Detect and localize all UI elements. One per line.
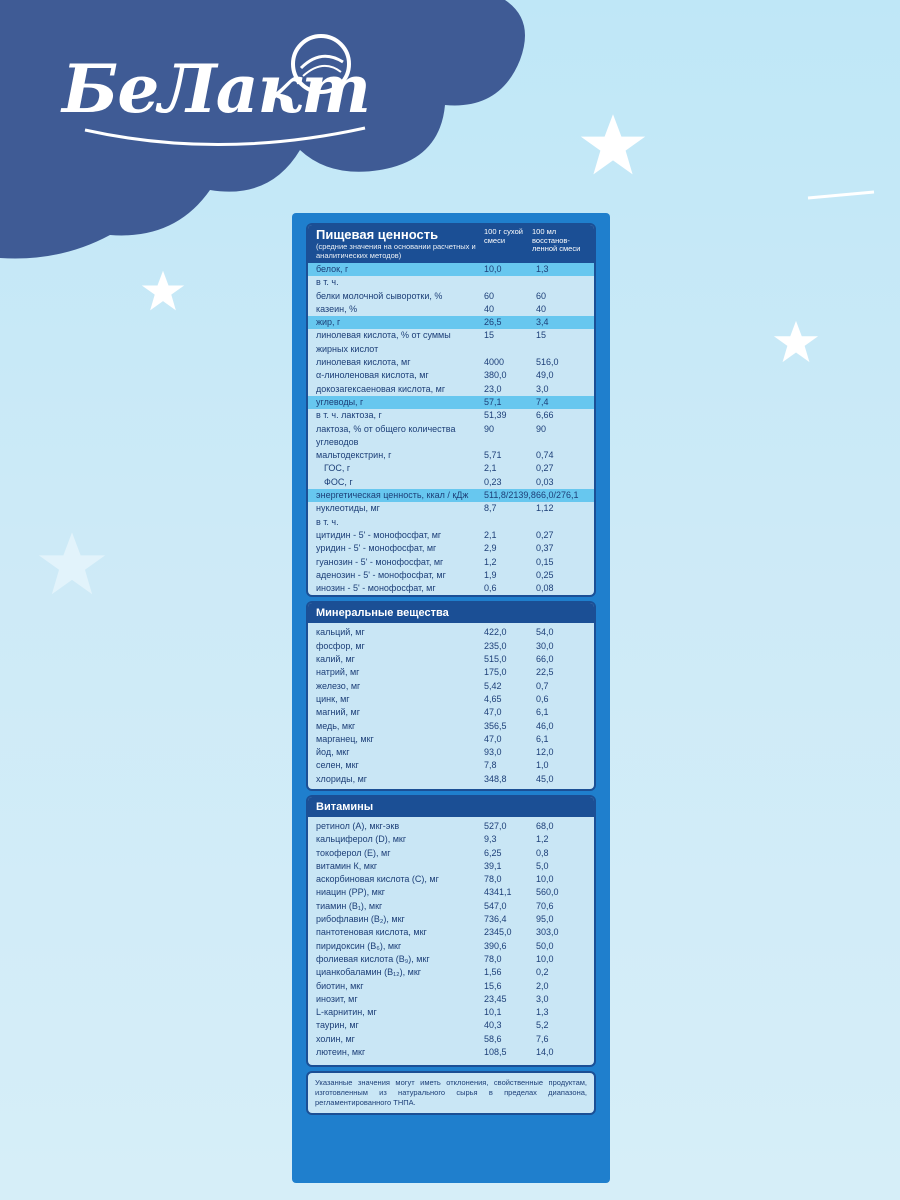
value-dry: 2,9 (484, 543, 497, 554)
value-liquid: 0,03 (536, 476, 554, 487)
star-icon (772, 318, 820, 366)
value-liquid: 1,2 (536, 834, 549, 845)
table-row (308, 329, 594, 356)
row-label: магний, мг (316, 707, 360, 718)
row-label: селен, мкг (316, 760, 359, 771)
star-icon (140, 268, 186, 314)
value-liquid: 10,0 (536, 953, 554, 964)
row-label: углеводы, г (316, 396, 364, 407)
table-row (308, 653, 594, 666)
table-row (308, 833, 594, 846)
row-label: цианкобаламин (B₁₂), мкг (316, 967, 422, 978)
row-label: α-линоленовая кислота, мг (316, 370, 429, 381)
value-liquid: 45,0 (536, 773, 554, 784)
value-dry: 5,71 (484, 450, 502, 461)
row-label: кальциферол (D), мкг (316, 834, 407, 845)
value-dry: 23,45 (484, 993, 507, 1004)
value-dry: 47,0 (484, 733, 502, 744)
nutrition-rows (308, 263, 594, 595)
row-label: натрий, мг (316, 667, 360, 678)
value-liquid: 10,0 (536, 874, 554, 885)
value-liquid: 14,0 (536, 1047, 554, 1058)
row-label: в т. ч. (316, 516, 339, 527)
brand-logo: БеЛакт (62, 50, 371, 128)
value-liquid: 0,37 (536, 543, 554, 554)
value-dry: 40 (484, 303, 495, 314)
table-row (308, 369, 594, 382)
table-row (308, 556, 594, 569)
value-liquid: 0,2 (536, 967, 549, 978)
value-liquid: 40 (536, 303, 547, 314)
value-dry: 4,65 (484, 693, 502, 704)
table-row (308, 489, 594, 502)
row-label: энергетическая ценность, ккал / кДж (316, 490, 469, 501)
row-label: биотин, мкг (316, 980, 364, 991)
value-liquid: 3,0 (536, 993, 549, 1004)
minerals-section (306, 601, 596, 791)
value-dry: 0,6 (484, 583, 497, 594)
row-label: пиридоксин (B₆), мкг (316, 940, 402, 951)
value-liquid: 560,0 (536, 887, 559, 898)
row-label: белок, г (316, 264, 349, 274)
value-liquid: 6,66 (536, 410, 554, 421)
value-dry: 235,0 (484, 640, 507, 651)
table-row (308, 860, 594, 873)
row-label: инозин - 5' - монофосфат, мг (316, 583, 436, 594)
value-dry: 1,9 (484, 569, 497, 580)
value-liquid: 1,3 (536, 1007, 549, 1018)
value-liquid: 12,0 (536, 747, 554, 758)
value-dry: 547,0 (484, 900, 507, 911)
star-icon (578, 110, 648, 180)
minerals-rows (308, 623, 594, 789)
row-label: витамин К, мкг (316, 860, 378, 871)
value-liquid: 0,8 (536, 847, 549, 858)
value-liquid: 0,08 (536, 583, 554, 594)
table-row (308, 913, 594, 926)
row-label: ГОС, г (324, 463, 351, 474)
table-row (308, 476, 594, 489)
row-label: цитидин - 5' - монофосфат, мг (316, 529, 442, 540)
value-liquid: 1,12 (536, 503, 554, 514)
row-label: в т. ч. (316, 277, 339, 288)
table-row (308, 529, 594, 542)
table-row (308, 953, 594, 966)
value-liquid: 3,0 (536, 383, 549, 394)
logo-globe-icon (285, 28, 357, 100)
row-label: лютеин, мкг (316, 1047, 366, 1058)
table-row (308, 733, 594, 746)
row-label: L-карнитин, мг (316, 1007, 377, 1018)
value-dry: 4341,1 (484, 887, 512, 898)
value-dry: 26,5 (484, 317, 502, 328)
value-dry: 515,0 (484, 654, 507, 665)
table-row (308, 316, 594, 329)
value-liquid: 5,2 (536, 1020, 549, 1031)
table-row (308, 396, 594, 409)
star-icon (36, 528, 108, 600)
value-dry: 10,1 (484, 1007, 502, 1018)
value-liquid: 15 (536, 330, 547, 341)
table-row (308, 409, 594, 422)
value-liquid: 303,0 (536, 927, 559, 938)
nutrition-panel (292, 213, 610, 1183)
row-label: фосфор, мг (316, 640, 365, 651)
row-label: холин, мг (316, 1033, 355, 1044)
value-dry: 5,42 (484, 680, 502, 691)
table-row (308, 847, 594, 860)
value-liquid: 66,0 (536, 654, 554, 665)
nutrition-title: Пищевая ценность (316, 227, 439, 242)
row-label: пантотеновая кислота, мкг (316, 927, 427, 938)
table-row (308, 1046, 594, 1059)
value-dry: 47,0 (484, 707, 502, 718)
row-label: цинк, мг (316, 693, 350, 704)
value-liquid: 70,6 (536, 900, 554, 911)
value-liquid: 0,74 (536, 450, 554, 461)
value-dry: 23,0 (484, 383, 502, 394)
value-liquid: 54,0 (536, 627, 554, 638)
minerals-title: Минеральные вещества (308, 603, 594, 623)
row-label: докозагексаеновая кислота, мг (316, 383, 446, 394)
value-dry: 10,0 (484, 264, 502, 274)
row-label: уридин - 5' - монофосфат, мг (316, 543, 437, 554)
value-dry: 78,0 (484, 874, 502, 885)
table-row (308, 873, 594, 886)
column-header-dry: 100 г сухой смеси (484, 227, 523, 245)
row-label: гуанозин - 5' - монофосфат, мг (316, 556, 444, 567)
row-label: казеин, % (316, 303, 358, 314)
table-row (308, 693, 594, 706)
row-label: линолевая кислота, мг (316, 357, 411, 368)
value-liquid: 49,0 (536, 370, 554, 381)
vitamins-section (306, 795, 596, 1067)
value-liquid: 95,0 (536, 914, 554, 925)
value-dry: 175,0 (484, 667, 507, 678)
value-dry: 40,3 (484, 1020, 502, 1031)
value-liquid: 0,27 (536, 463, 554, 474)
value-liquid: 60 (536, 290, 547, 301)
value-liquid: 46,0 (536, 720, 554, 731)
table-row (308, 582, 594, 595)
row-label: ретинол (А), мкг-экв (316, 820, 400, 831)
value-dry: 4000 (484, 357, 505, 368)
nutrition-subtitle: (средние значения на основании расчетных и аналитических методов) (316, 242, 476, 260)
table-row (308, 886, 594, 899)
value-liquid: 7,4 (536, 396, 549, 407)
value-dry: 6,25 (484, 847, 502, 858)
table-row (308, 926, 594, 939)
table-row (308, 746, 594, 759)
table-row (308, 290, 594, 303)
value-dry: 60 (484, 290, 495, 301)
table-row (308, 773, 594, 786)
row-label: медь, мкг (316, 720, 356, 731)
row-label: мальтодекстрин, г (316, 450, 392, 461)
vitamins-rows (308, 817, 594, 1065)
value-liquid: 22,5 (536, 667, 554, 678)
value-dry: 78,0 (484, 953, 502, 964)
value-dry: 356,5 (484, 720, 507, 731)
table-row (308, 423, 594, 450)
table-row (308, 502, 594, 515)
table-row (308, 303, 594, 316)
value-liquid: 0,25 (536, 569, 554, 580)
table-row (308, 759, 594, 772)
value-liquid: 7,6 (536, 1033, 549, 1044)
table-row (308, 449, 594, 462)
disclaimer-note: Указанные значения могут иметь отклонения, свойственные продуктам, изготовленным из натурального сырья в пределах диапазона, регламентированного ТНПА. (306, 1071, 596, 1115)
nutrition-section (306, 223, 596, 597)
value-dry: 15 (484, 330, 495, 341)
value-liquid: 0,6 (536, 693, 549, 704)
table-row (308, 462, 594, 475)
value-dry: 527,0 (484, 820, 507, 831)
row-label: аскорбиновая кислота (С), мг (316, 874, 439, 885)
row-label: жир, г (316, 317, 341, 328)
table-row (308, 706, 594, 719)
row-label: линолевая кислота, % от суммы жирных кислот (316, 330, 451, 354)
value-dry: 93,0 (484, 747, 502, 758)
row-label: фолиевая кислота (B₉), мкг (316, 953, 430, 964)
table-row (308, 720, 594, 733)
table-row (308, 940, 594, 953)
value-liquid: 50,0 (536, 940, 554, 951)
value-dry: 58,6 (484, 1033, 502, 1044)
table-row (308, 542, 594, 555)
row-label: кальций, мг (316, 627, 365, 638)
value-liquid: 30,0 (536, 640, 554, 651)
value-dry: 422,0 (484, 627, 507, 638)
value-liquid: 0,27 (536, 529, 554, 540)
row-label: калий, мг (316, 654, 355, 665)
value-dry: 2,1 (484, 529, 497, 540)
value-liquid: 0,7 (536, 680, 549, 691)
value-dry: 8,7 (484, 503, 497, 514)
value-dry: 0,23 (484, 476, 502, 487)
shooting-star-icon (806, 188, 876, 202)
row-label: токоферол (Е), мг (316, 847, 391, 858)
row-label: лактоза, % от общего количества углеводов (316, 423, 456, 447)
value-liquid: 1,0 (536, 760, 549, 771)
nutrition-header (308, 225, 594, 263)
table-row (308, 569, 594, 582)
table-row (308, 980, 594, 993)
value-liquid: 66,0/276,1 (536, 490, 579, 501)
value-dry: 90 (484, 423, 495, 434)
table-row (308, 356, 594, 369)
value-liquid: 3,4 (536, 317, 549, 328)
value-dry: 108,5 (484, 1047, 507, 1058)
table-row (308, 383, 594, 396)
value-dry: 1,56 (484, 967, 502, 978)
row-label: марганец, мкг (316, 733, 374, 744)
row-label: нуклеотиды, мг (316, 503, 380, 514)
row-label: ниацин (РР), мкг (316, 887, 386, 898)
table-row (308, 263, 594, 276)
value-liquid: 68,0 (536, 820, 554, 831)
row-label: рибофлавин (B₂), мкг (316, 914, 405, 925)
value-dry: 348,8 (484, 773, 507, 784)
table-row (308, 1033, 594, 1046)
table-row (308, 1019, 594, 1032)
table-row (308, 666, 594, 679)
value-liquid: 90 (536, 423, 547, 434)
row-label: тиамин (B₁), мкг (316, 900, 383, 911)
row-label: железо, мг (316, 680, 361, 691)
logo-swoosh-icon (80, 120, 370, 160)
table-row (308, 516, 594, 529)
value-liquid: 1,3 (536, 264, 549, 274)
value-dry: 9,3 (484, 834, 497, 845)
table-row (308, 680, 594, 693)
row-label: хлориды, мг (316, 773, 368, 784)
table-row (308, 820, 594, 833)
vitamins-title: Витамины (308, 797, 594, 817)
table-row (308, 640, 594, 653)
table-row (308, 966, 594, 979)
value-dry: 39,1 (484, 860, 502, 871)
value-liquid: 5,0 (536, 860, 549, 871)
value-liquid: 0,15 (536, 556, 554, 567)
value-dry: 511,8/2139,8 (484, 490, 536, 501)
value-dry: 380,0 (484, 370, 507, 381)
value-dry: 1,2 (484, 556, 497, 567)
row-label: инозит, мг (316, 993, 358, 1004)
row-label: белки молочной сыворотки, % (316, 290, 443, 301)
value-dry: 15,6 (484, 980, 502, 991)
row-label: ФОС, г (324, 476, 353, 487)
value-liquid: 6,1 (536, 733, 549, 744)
table-row (308, 900, 594, 913)
row-label: в т. ч. лактоза, г (316, 410, 382, 421)
value-dry: 51,39 (484, 410, 507, 421)
table-row (308, 626, 594, 639)
value-liquid: 516,0 (536, 357, 559, 368)
value-dry: 57,1 (484, 396, 502, 407)
row-label: йод, мкг (316, 747, 350, 758)
value-liquid: 2,0 (536, 980, 549, 991)
value-dry: 7,8 (484, 760, 497, 771)
table-row (308, 276, 594, 289)
value-dry: 2345,0 (484, 927, 512, 938)
row-label: таурин, мг (316, 1020, 359, 1031)
column-header-liquid: 100 мл восстанов- ленной смеси (532, 227, 581, 253)
row-label: аденозин - 5' - монофосфат, мг (316, 569, 446, 580)
table-row (308, 1006, 594, 1019)
value-dry: 736,4 (484, 914, 507, 925)
value-dry: 2,1 (484, 463, 497, 474)
value-liquid: 6,1 (536, 707, 549, 718)
table-row (308, 993, 594, 1006)
value-dry: 390,6 (484, 940, 507, 951)
